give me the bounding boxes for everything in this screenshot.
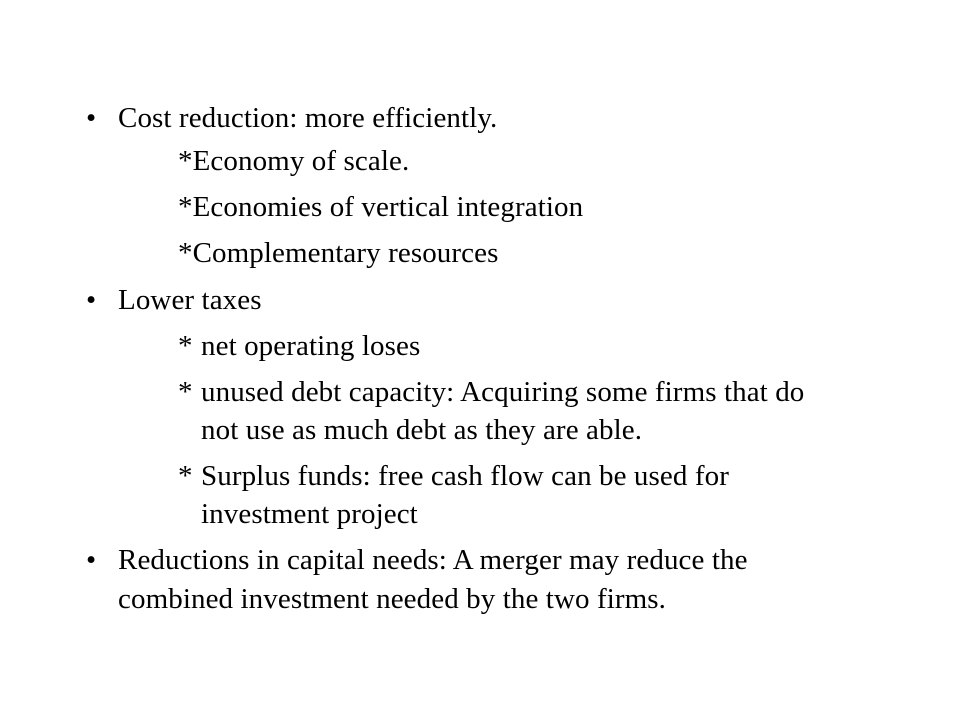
sub-item-marker: * — [178, 376, 193, 408]
sub-item-marker: * — [178, 460, 193, 492]
bullet-heading-capital-needs-cont: combined investment needed by the two firms. — [118, 583, 667, 615]
bullet-heading-capital-needs: Reductions in capital needs: A merger may reduce the — [118, 544, 748, 576]
sub-item-marker: * — [178, 330, 193, 362]
bullet-marker: • — [86, 544, 97, 576]
sub-item-surplus-funds: Surplus funds: free cash flow can be used for — [201, 460, 729, 492]
bullet-marker: • — [86, 102, 97, 134]
sub-item-unused-debt-capacity-cont: not use as much debt as they are able. — [201, 414, 643, 446]
bullet-heading-cost-reduction: Cost reduction: more efficiently. — [118, 102, 498, 134]
bullet-heading-lower-taxes: Lower taxes — [118, 284, 262, 316]
sub-item-net-operating-loses: net operating loses — [201, 330, 421, 362]
sub-item-vertical-integration: *Economies of vertical integration — [178, 191, 584, 223]
sub-item-unused-debt-capacity: unused debt capacity: Acquiring some firms that do — [201, 376, 805, 408]
bullet-marker: • — [86, 284, 97, 316]
sub-item-surplus-funds-cont: investment project — [201, 498, 418, 530]
sub-item-complementary-resources: *Complementary resources — [178, 237, 499, 269]
sub-item-economy-of-scale: *Economy of scale. — [178, 145, 410, 177]
